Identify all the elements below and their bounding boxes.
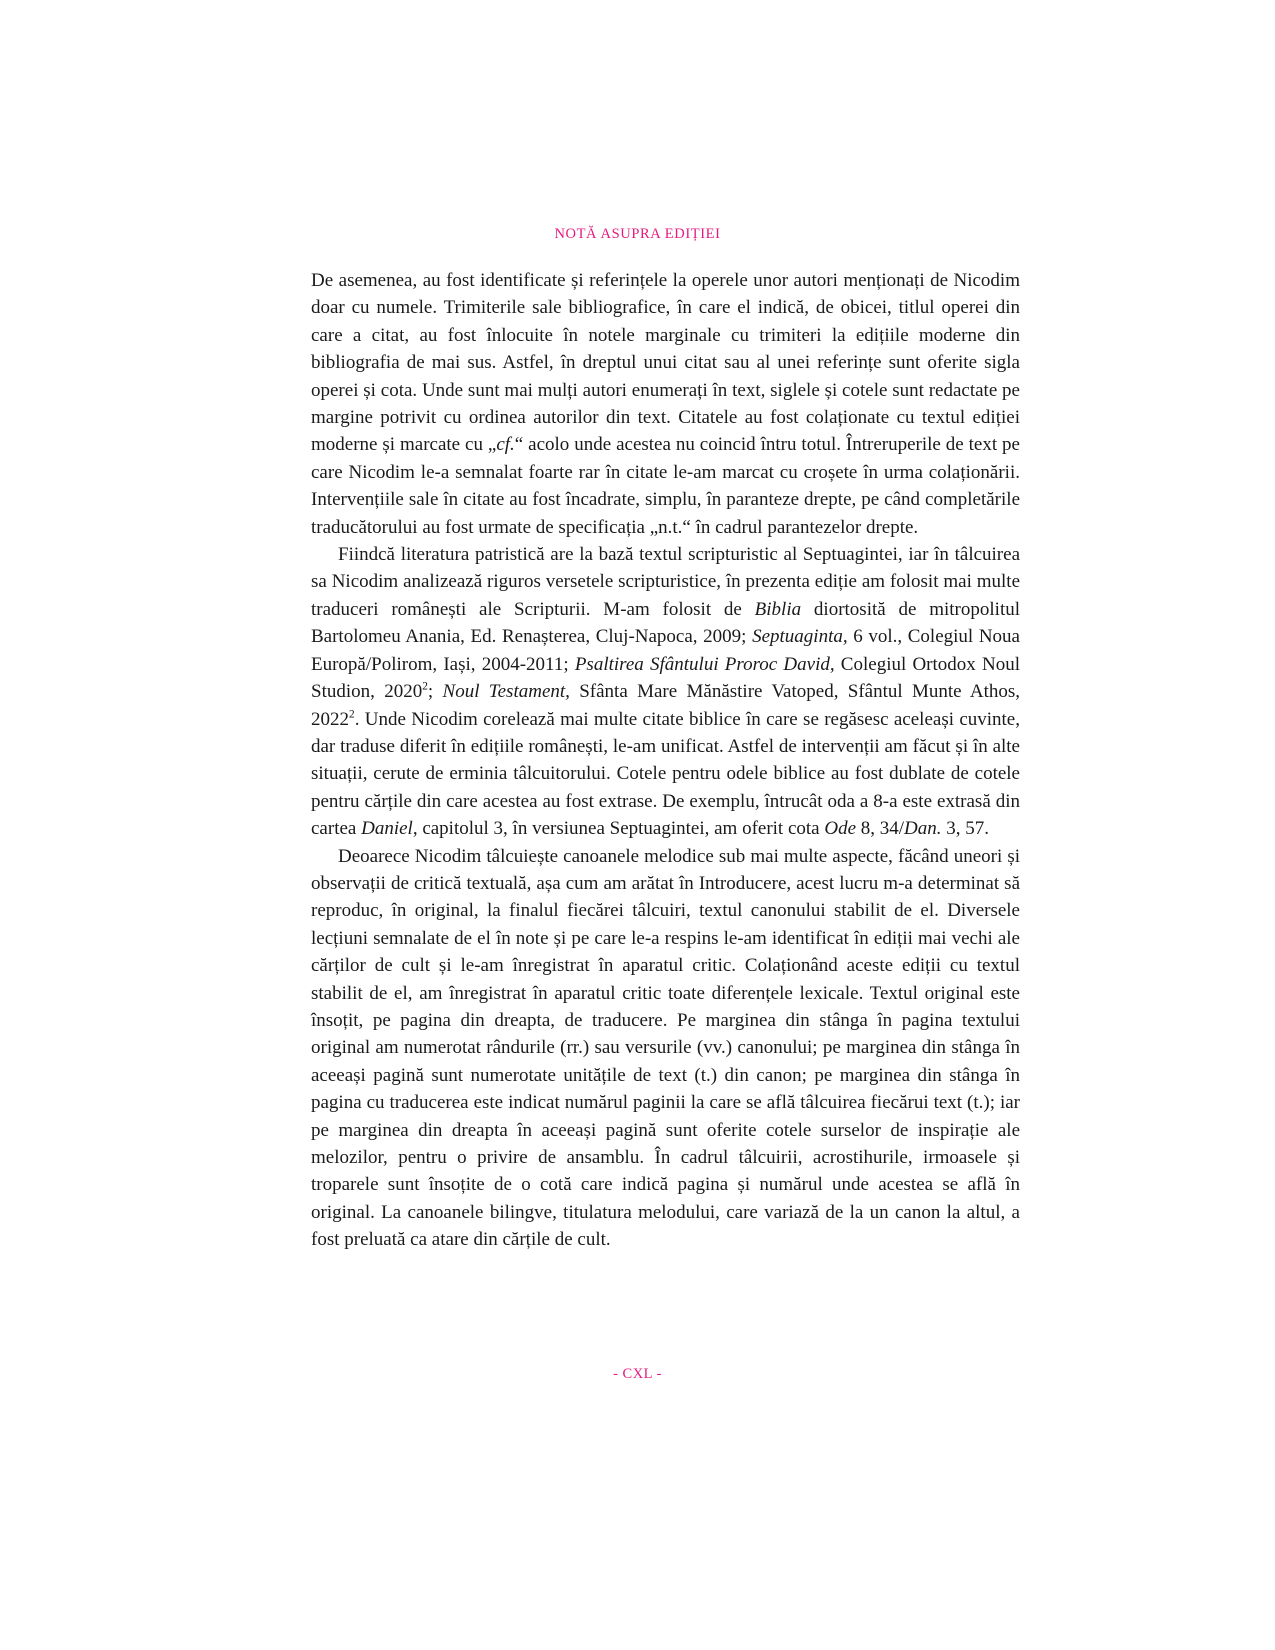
text-run: Sfânta Mare Mănăstire Vatoped, Sfântul Munte Athos, 2022 xyxy=(311,681,1021,730)
text-run: 6 vol., Colegiul Noua Europă/Polirom, Iași, 2004-2011; xyxy=(311,626,1020,675)
text-run: 8, 34/ xyxy=(856,818,905,840)
body-text xyxy=(311,267,1020,1254)
italic-run: Biblia xyxy=(754,598,802,620)
text-run: ; xyxy=(427,681,443,703)
text-run: Deoarece Nicodim tâlcuiește canoanele melodice sub mai multe aspecte, făcând uneori și observații de critică textuală, așa cum am arătat în Introducere, acest lucru m-a determinat să reproduc, în original, la finalul fiecărei tâlcuiri, textul canonului stabilit de el. Diversele lecțiuni semnalate de el în note și pe care le-a respins le-am identificat în ediții mai vechi ale cărților de cult și le-am înregistrat în aparatul critic. Colaționând aceste ediții cu textul stabilit de el, am înregistrat în aparatul critic toate diferențele lexicale. Textul original este însoțit, pe pagina din dreapta, de traducere. Pe marginea din stânga în pagina textului original am numerotat rândurile (rr.) sau versurile (vv.) canonului; pe marginea din stânga în aceeași pagină sunt numerotate unitățile de text (t.) din canon; pe marginea din stânga în pagina cu traducerea este indicat numărul paginii la care se află tâlcuirea fiecărui text (t.); iar pe marginea din dreapta în aceeași pagină sunt oferite cotele surselor de inspirație ale melozilor, pentru o privire de ansamblu. În cadrul tâlcuirii, acrostihurile, irmoasele și troparele sunt însoțite de o cotă care indică pagina și numărul unde acestea se află în original. La canoanele bilingve, titulatura melodului, care variază de la un canon la altul, a fost preluată ca atare din cărțile de cult. xyxy=(311,845,1020,1251)
paragraph xyxy=(311,267,1020,541)
text-run: Colegiul Ortodox Noul Studion, 2020 xyxy=(311,653,1020,703)
text-run: “ acolo unde acestea nu coincid întru totul. Întreruperile de text pe care Nicodim le-a semnalat foarte rar în citate le-am marcat cu croșete în urma colaționării. Intervențiile sale în citate au fost încadrate, simplu, în paranteze drepte, pe când completările traducătorului au fost urmate de specificația „n.t.“ în cadrul parantezelor drepte. xyxy=(311,434,1020,538)
italic-run: Septuaginta, xyxy=(752,626,848,648)
text-run: Fiindcă literatura patristică are la bază textul scripturistic al Septuagintei, iar în tâlcuirea sa Nicodim analizează riguros versetele scripturistice, în prezenta ediție am folosit mai multe traduceri românești ale Scripturii. M-am folosit de xyxy=(311,544,1020,620)
superscript-run: 2 xyxy=(349,708,355,721)
text-run: diortosită de mitropolitul Bartolomeu Anania, Ed. Renașterea, Cluj-Napoca, 2009; xyxy=(311,598,1021,648)
page-number: - CXL - xyxy=(613,1366,662,1382)
italic-run: Noul Testament, xyxy=(442,681,570,703)
text-run: 3, 57. xyxy=(941,818,990,840)
text-run: . Unde Nicodim corelează mai multe citate biblice în care se regăsesc aceleași cuvinte, dar traduse diferit în edițiile românești, le-am unificat. Astfel de intervenții am făcut și în alte situații, cerute de erminia tâlcuitorului. Cotele pentru odele biblice au fost dublate de cotele pentru cărțile din care acestea au fost extrase. De exemplu, întrucât oda a 8-a este extrasă din cartea xyxy=(311,708,1020,840)
italic-run: Psaltirea Sfântului Proroc David, xyxy=(574,653,835,675)
italic-run: cf. xyxy=(496,434,515,456)
paragraph xyxy=(311,843,1020,1254)
text-run: , capitolul 3, în versiunea Septuagintei, am oferit cota xyxy=(412,818,825,840)
italic-run: Daniel xyxy=(361,818,413,840)
superscript-run: 2 xyxy=(422,680,428,693)
running-title: NOTĂ ASUPRA EDIȚIEI xyxy=(554,226,721,242)
text-run: De asemenea, au fost identificate și referințele la operele unor autori menționați de Nicodim doar cu numele. Trimiterile sale bibliografice, în care el indică, de obicei, titlul operei din care a citat, au fost înlocuite în notele marginale cu trimiteri la edițiile moderne din bibliografia de mai sus. Astfel, în dreptul unui citat sau al unei referințe sunt oferite sigla operei și cota. Unde sunt mai mulți autori enumerați în text, siglele și cotele sunt redactate pe margine potrivit cu ordinea autorilor din text. Citatele au fost colaționate cu textul ediției moderne și marcate cu „ xyxy=(311,270,1020,456)
paragraph xyxy=(311,541,1020,842)
italic-run: Dan. xyxy=(904,818,942,840)
italic-run: Ode xyxy=(824,818,857,840)
